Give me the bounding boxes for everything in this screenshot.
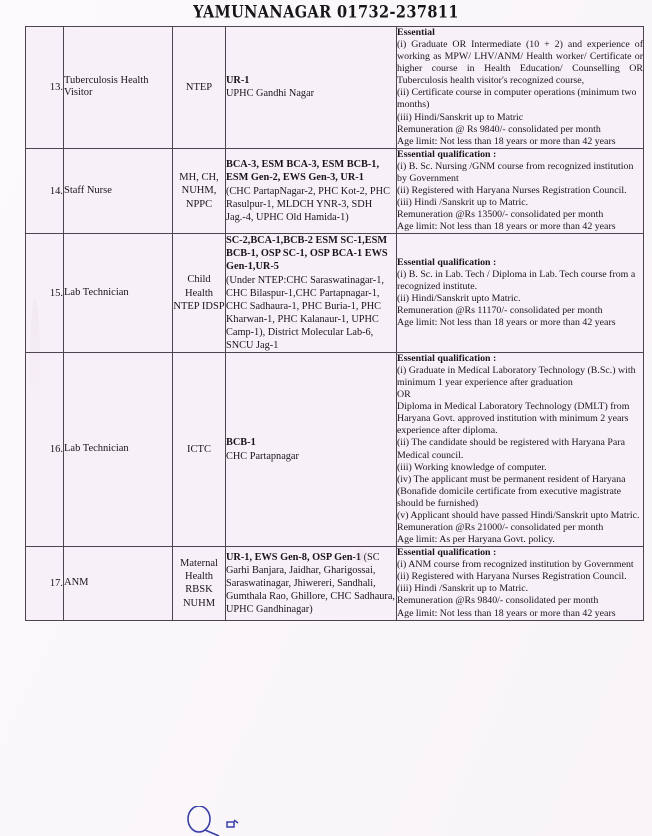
essential-item: (ii) Certificate course in computer operations (minimum two months) — [397, 87, 637, 111]
essential-heading: Essential qualification : — [397, 148, 497, 160]
essential-age-limit: Age limit: Not less than 18 years or more than 42 years — [397, 221, 616, 233]
essential-heading: Essential — [397, 27, 435, 38]
essential-item: (iii) Working knowledge of computer. — [397, 461, 547, 473]
essential-item: (ii) The candidate should be registered with Haryana Para Medical council. — [397, 437, 625, 461]
essential-item: Diploma in Medical Laboratory Technology (DMLT) from Haryana Govt. approved institution with minimum 2 years experience after diploma. — [397, 401, 630, 437]
table-row — [26, 352, 644, 546]
vacancy-table — [25, 26, 644, 621]
cell-vacancy — [226, 27, 397, 149]
essential-item: (ii) Registered with Haryana Nurses Registration Council. (iii) Hindi /Sanskrit up to Matric. — [397, 571, 627, 595]
cell-essential — [397, 352, 644, 546]
cell-serial: 16. — [26, 352, 64, 546]
cell-serial: 15. — [26, 234, 64, 353]
essential-item: (iv) The applicant must be permanent resident of Haryana (Bonafide domicile certificate from executive magistrate should be furnished) — [397, 473, 626, 509]
essential-heading: Essential qualification : — [397, 256, 497, 268]
essential-item: OR — [397, 389, 411, 401]
cell-essential — [397, 148, 644, 234]
cell-scheme: ICTC — [173, 352, 226, 546]
table-row — [26, 547, 644, 620]
cell-essential — [397, 27, 644, 149]
essential-item: (ii) Hindi/Sanskrit upto Matric. — [397, 293, 521, 305]
vacancy-locations: CHC Partapnagar — [226, 450, 299, 462]
essential-heading: Essential qualification : — [397, 547, 497, 559]
vacancy-codes: BCA-3, ESM BCA-3, ESM BCB-1, ESM Gen-2, EWS Gen-3, UR-1 — [226, 159, 380, 184]
essential-heading: Essential qualification : — [397, 352, 497, 364]
page-title: YAMUNANAGAR 01732-237811 — [193, 2, 459, 23]
essential-age-limit: Age limit: Not less than 18 years or more than 42 years — [397, 135, 616, 147]
essential-remuneration: Remuneration @Rs 9840/- consolidated per month — [397, 595, 599, 607]
vacancy-table-body — [26, 27, 644, 621]
cell-essential — [397, 234, 644, 353]
cell-post: Staff Nurse — [64, 148, 173, 234]
table-row — [26, 234, 644, 353]
vacancy-locations: (CHC PartapNagar-2, PHC Kot-2, PHC Rasulpur-1, MLDCH YNR-3, SDH Jag.-4, UPHC Old Hamida-1) — [226, 185, 390, 223]
cell-vacancy — [226, 234, 397, 353]
essential-item: (v) Applicant should have passed Hindi/Sanskrit upto Matric. — [397, 509, 640, 521]
essential-item: (i) ANM course from recognized institution by Government — [397, 559, 634, 571]
vacancy-locations: (SC Garhi Banjara, Jaidhar, Gharigossai, Saraswatinagar, Jhiwereri, Sandhali, Gumthala Rao, Ghillore, CHC Sadhaura, UPHC Gandhinagar) — [226, 551, 396, 615]
vacancy-codes: BCB-1 — [226, 437, 256, 449]
essential-item: (i) B. Sc. in Lab. Tech / Diploma in Lab. Tech course from a recognized institute. — [397, 268, 636, 293]
essential-age-limit: Age limit: Not less than 18 years or more than 42 years — [397, 607, 616, 619]
cell-vacancy — [226, 352, 397, 546]
cell-essential — [397, 547, 644, 620]
essential-age-limit: Age limit: As per Haryana Govt. policy. — [397, 534, 555, 546]
vacancy-codes: UR-1, EWS Gen-8, OSP Gen-1 — [226, 551, 362, 563]
essential-item: (ii) Registered with Haryana Nurses Registration Council. — [397, 185, 627, 197]
table-row — [26, 27, 644, 149]
cell-scheme: NTEP — [173, 27, 226, 149]
essential-remuneration: Remuneration @Rs 21000/- consolidated per month — [397, 521, 604, 533]
cell-serial: 14. — [26, 148, 64, 234]
cell-serial: 17. — [26, 547, 64, 620]
cell-vacancy — [226, 547, 397, 620]
essential-remuneration: Remuneration @Rs 13500/- consolidated per month — [397, 209, 604, 221]
cell-post: Lab Technician — [64, 234, 173, 353]
cell-scheme: Child Health NTEP IDSP — [173, 234, 226, 353]
essential-item: (i) Graduate OR Intermediate (10 + 2) and experience of working as MPW/ LHV/ANM/ Health worker/ Certificate or higher course in Health Education/ Counselling OR Tuberculosis health visitor's recognized course, — [397, 39, 643, 87]
cell-post: ANM — [64, 547, 173, 620]
handwritten-pen-mark-icon — [175, 806, 265, 836]
vacancy-locations: (Under NTEP:CHC Saraswatinagar-1, CHC Bilaspur-1,CHC Partapnagar-1, CHC Sadhaura-1, PHC Buria-1, PHC Kharwan-1, PHC Kalanaur-1, UPHC Camp-1), District Molecular Lab-6, SNCU Jag-1 — [226, 274, 384, 351]
cell-post: Tuberculosis Health Visitor — [64, 27, 173, 149]
essential-remuneration: Remuneration @Rs 11170/- consolidated per month — [397, 305, 603, 317]
cell-scheme: MH, CH, NUHM, NPPC — [173, 148, 226, 234]
cell-serial: 13. — [26, 27, 64, 149]
essential-item: (iii) Hindi/Sanskrit up to Matric — [397, 111, 524, 123]
essential-age-limit: Age limit: Not less than 18 years or more than 42 years — [397, 317, 616, 329]
vacancy-locations: UPHC Gandhi Nagar — [226, 88, 315, 100]
essential-item: (i) B. Sc. Nursing /GNM course from recognized institution by Government — [397, 160, 634, 184]
cell-vacancy — [226, 148, 397, 234]
table-row — [26, 148, 644, 234]
essential-item: (i) Graduate in Medical Laboratory Technology (B.Sc.) with minimum 1 year experience after graduation — [397, 364, 636, 389]
essential-remuneration: Remuneration @ Rs 9840/- consolidated per month — [397, 123, 601, 135]
vacancy-table-wrapper — [25, 26, 643, 621]
essential-item: (iii) Hindi /Sanskrit up to Matric. — [397, 197, 529, 209]
vacancy-codes: SC-2,BCA-1,BCB-2 ESM SC-1,ESM BCB-1, OSP SC-1, OSP BCA-1 EWS Gen-1,UR-5 — [226, 235, 388, 273]
cell-scheme: Maternal Health RBSK NUHM — [173, 547, 226, 620]
vacancy-codes: UR-1 — [226, 75, 250, 87]
cell-post: Lab Technician — [64, 352, 173, 546]
